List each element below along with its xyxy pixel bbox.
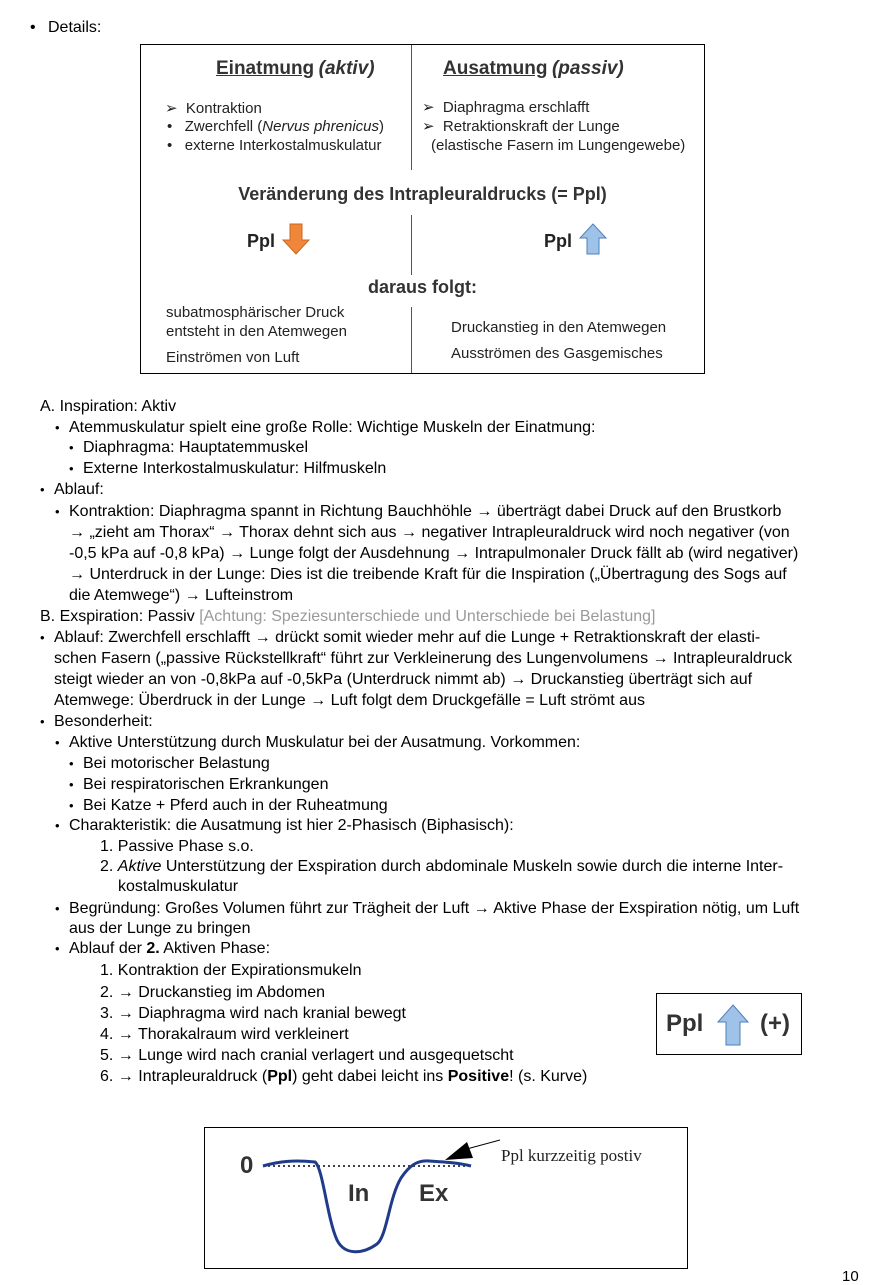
- figure-divider-bottom: [411, 307, 412, 373]
- figure-divider-mid: [411, 215, 412, 275]
- ppl-positive-box: [656, 993, 802, 1055]
- exhale-item-3: (elastische Fasern im Lungengewebe): [431, 137, 686, 154]
- ppl-box-plus: (+): [760, 1010, 790, 1037]
- atemmuskulatur-text: • Atemmuskulatur spielt eine große Rolle: Wichtige Muskeln der Einatmung:: [69, 418, 595, 438]
- details-bullet: •: [30, 19, 36, 36]
- step-3: 3. → Diaphragma wird nach kranial bewegt: [100, 1005, 406, 1022]
- ppl-left-label: Ppl: [247, 231, 276, 251]
- step-2: 2. → Druckanstieg im Abdomen: [100, 984, 325, 1001]
- step-1: 1. Kontraktion der Expirationsmukeln: [100, 962, 362, 979]
- exhale-item-2: ➢ Retraktionskraft der Lunge: [422, 118, 620, 135]
- daraus-folgt: daraus folgt:: [367, 277, 477, 297]
- ppl-box-label: Ppl: [666, 1010, 704, 1037]
- figure-divider-top: [411, 45, 412, 170]
- ablauf-b-line-2: schen Fasern („passive Rückstellkraft“ führt zur Verkleinerung des Lungenvolumens → Intrapleuraldruck: [54, 650, 793, 667]
- step-6: 6. → Intrapleuraldruck (Ppl) geht dabei leicht ins Positive! (s. Kurve): [100, 1068, 588, 1085]
- begruendung-line-1: • Begründung: Großes Volumen führt zur Trägheit der Luft → Aktive Phase der Exspiration nötig, um Luft: [69, 899, 799, 919]
- exhale-item-1: ➢ Diaphragma erschlafft: [422, 99, 590, 116]
- ablauf-aktive-phase: • Ablauf der 2. Aktiven Phase:: [69, 939, 270, 959]
- inhale-result-2: entsteht in den Atemwegen: [166, 323, 347, 340]
- details-label: Details:: [48, 19, 102, 36]
- diaphragma-text: • Diaphragma: Hauptatemmuskel: [83, 438, 308, 458]
- inhale-heading: Einatmung (aktiv): [216, 58, 375, 79]
- step-4: 4. → Thorakalraum wird verkleinert: [100, 1026, 349, 1043]
- aktive-unterstuetzung: • Aktive Unterstützung durch Muskulatur bei der Ausatmung. Vorkommen:: [69, 733, 580, 753]
- kontraktion-line-1: • Kontraktion: Diaphragma spannt in Richtung Bauchhöhle → überträgt dabei Druck auf den Brustkorb: [69, 502, 781, 522]
- step-5: 5. → Lunge wird nach cranial verlagert und ausgequetscht: [100, 1047, 514, 1064]
- charakteristik-text: • Charakteristik: die Ausatmung ist hier 2-Phasisch (Biphasisch):: [69, 816, 514, 836]
- vorkommen-item: • Bei respiratorischen Erkrankungen: [83, 775, 328, 795]
- exhale-result-1: Druckanstieg in den Atemwegen: [451, 319, 667, 336]
- begruendung-line-2: aus der Lunge zu bringen: [69, 920, 251, 937]
- pressure-curve-figure: [204, 1127, 688, 1269]
- externe-text: • Externe Interkostalmuskulatur: Hilfmuskeln: [83, 459, 386, 479]
- exhale-heading: Ausatmung (passiv): [443, 58, 624, 79]
- phase-2-line-1: 2. Aktive Unterstützung der Exspiration durch abdominale Muskeln sowie durch die interne Inter-: [100, 858, 784, 875]
- curve-zero-label: 0: [240, 1152, 254, 1179]
- phase-1: 1. Passive Phase s.o.: [100, 838, 254, 855]
- inhale-item-2: • Zwerchfell (Nervus phrenicus): [167, 118, 384, 135]
- arrow-down-icon: [282, 223, 310, 255]
- arrow-up-icon: [717, 1004, 749, 1046]
- exhale-result-2: Ausströmen des Gasgemisches: [451, 345, 663, 362]
- section-a-title: A. Inspiration: Aktiv: [40, 398, 177, 415]
- species-note: [Achtung: Speziesunterschiede und Unterschiede bei Belastung]: [199, 608, 656, 625]
- kontraktion-line-5: die Atemwege“) → Lufteinstrom: [69, 587, 294, 604]
- vorkommen-item: • Bei Katze + Pferd auch in der Ruheatmung: [83, 796, 388, 816]
- ablauf-b-line-3: steigt wieder an von -0,8kPa auf -0,5kPa (Unterdruck nimmt ab) → Druckanstieg überträgt sich auf: [54, 671, 753, 688]
- ablauf-b-line-4: Atemwege: Überdruck in der Lunge → Luft folgt dem Druckgefälle = Luft strömt aus: [54, 692, 645, 709]
- curve-ex-label: Ex: [419, 1180, 449, 1207]
- arrow-up-icon: [579, 223, 607, 255]
- ablauf-b-line-1: • Ablauf: Zwerchfell erschlafft → drückt somit wieder mehr auf die Lunge + Retraktionskraft der elasti-: [54, 628, 760, 648]
- intrapleural-title: Veränderung des Intrapleuraldrucks (= Ppl): [238, 184, 607, 204]
- curve-in-label: In: [348, 1180, 370, 1207]
- ppl-right-label: Ppl: [544, 231, 573, 251]
- ablauf-a-label: • Ablauf:: [54, 480, 104, 500]
- phase-2-line-2: kostalmuskulatur: [118, 878, 239, 895]
- section-b-title: B. Exspiration: Passiv [Achtung: Speziesunterschiede und Unterschiede bei Belastung]: [40, 608, 656, 625]
- kontraktion-line-4: → Unterdruck in der Lunge: Dies ist die treibende Kraft für die Inspiration („Übertragung des Sogs auf: [69, 566, 787, 583]
- breathing-figure: [140, 44, 705, 374]
- inhale-item-1: ➢ Kontraktion: [165, 100, 262, 117]
- besonderheit-label: • Besonderheit:: [54, 712, 153, 732]
- curve-annotation: Ppl kurzzeitig postiv: [501, 1146, 642, 1165]
- inhale-result-3: Einströmen von Luft: [166, 349, 300, 366]
- inhale-result-1: subatmosphärischer Druck: [166, 304, 345, 321]
- vorkommen-item: • Bei motorischer Belastung: [83, 754, 270, 774]
- kontraktion-line-2: → „zieht am Thorax“ → Thorax dehnt sich aus → negativer Intrapleuraldruck wird noch negativer (von: [69, 524, 790, 541]
- page-number: 10: [842, 1268, 859, 1285]
- inhale-item-3: • externe Interkostalmuskulatur: [167, 137, 382, 154]
- kontraktion-line-3: -0,5 kPa auf -0,8 kPa) → Lunge folgt der Ausdehnung → Intrapulmonaler Druck fällt ab (wird negativer): [69, 545, 799, 562]
